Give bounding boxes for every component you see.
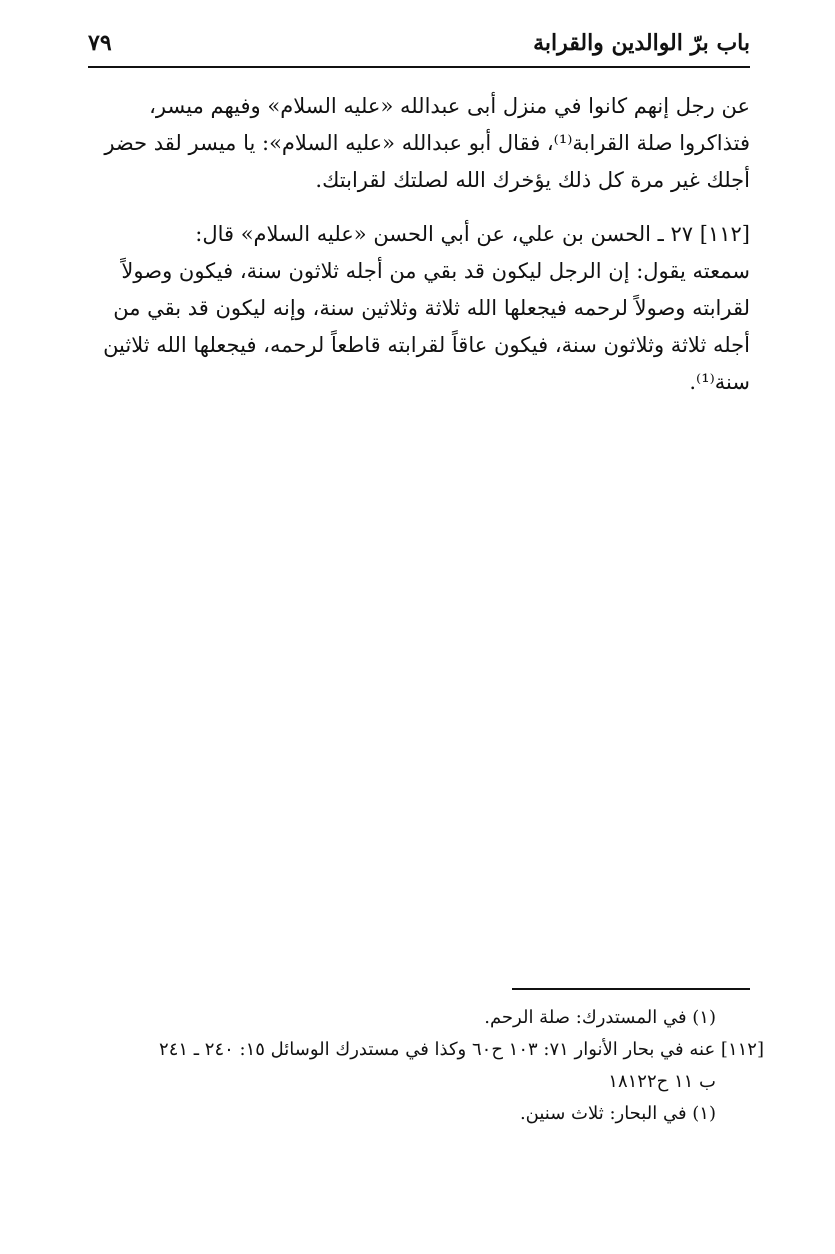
paragraph-2 — [88, 216, 750, 401]
page-number: ٧٩ — [88, 30, 112, 56]
footnote-item: (١) في المستدرك: صلة الرحم. — [484, 1007, 716, 1028]
header-rule — [88, 66, 750, 68]
footnote-rule — [512, 988, 750, 990]
footnotes — [88, 1002, 764, 1130]
text-line: سنة⁽¹⁾. — [689, 370, 750, 394]
page-header — [88, 28, 750, 68]
paragraph-gap — [88, 199, 750, 216]
text-line: لقرابته وصولاً لرحمه فيجعلها الله ثلاثة وثلاثين سنة، وإنه ليكون قد بقي من — [113, 296, 750, 320]
text-line: [١١٢] ٢٧ ـ الحسن بن علي، عن أبي الحسن «عليه السلام» قال: — [195, 222, 750, 246]
paragraph-1 — [88, 88, 750, 199]
running-title: باب برّ الوالدين والقرابة — [533, 30, 750, 56]
text-line: أجلك غير مرة كل ذلك يؤخرك الله لصلتك لقرابتك. — [315, 168, 750, 192]
footnote-item: (١) في البحار: ثلاث سنين. — [519, 1103, 716, 1124]
footnote-item: [١١٢] عنه في بحار الأنوار ٧١: ١٠٣ ح٦٠ وكذا في مستدرك الوسائل ١٥: ٢٤٠ ـ ٢٤١ — [159, 1039, 764, 1060]
text-line: عن رجل إنهم كانوا في منزل أبى عبدالله «عليه السلام» وفيهم ميسر، — [149, 94, 750, 118]
text-line: فتذاكروا صلة القرابة⁽¹⁾، فقال أبو عبدالله «عليه السلام»: يا ميسر لقد حضر — [104, 131, 750, 155]
footnote-item: ب ١١ ح١٨١٢٢ — [608, 1071, 716, 1092]
text-line: أجله ثلاثة وثلاثون سنة، فيكون عاقاً لقرابته قاطعاً لرحمه، فيجعلها الله ثلاثين — [103, 333, 750, 357]
text-line: سمعته يقول: إن الرجل ليكون قد بقي من أجله ثلاثون سنة، فيكون وصولاً — [121, 259, 750, 283]
main-text — [88, 88, 750, 401]
